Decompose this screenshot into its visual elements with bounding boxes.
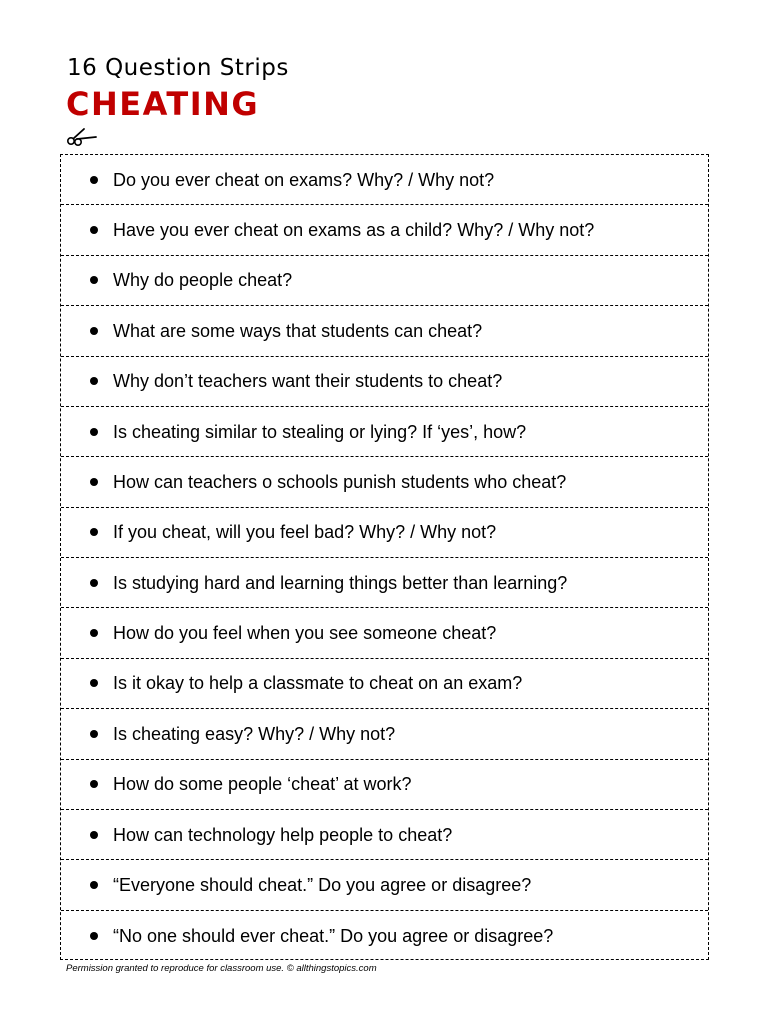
question-text: What are some ways that students can cheat? [113, 320, 483, 341]
bullet-icon [90, 629, 98, 637]
question-strip [61, 608, 708, 658]
question-strip [61, 357, 708, 407]
question-strip [61, 457, 708, 507]
question-text: Is cheating easy? Why? / Why not? [113, 723, 396, 744]
bullet-icon [90, 226, 98, 234]
question-strips [60, 154, 709, 960]
question-strip [61, 709, 708, 759]
question-strip [61, 407, 708, 457]
question-text: “Everyone should cheat.” Do you agree or disagree? [113, 874, 532, 895]
question-text: Is studying hard and learning things better than learning? [113, 572, 568, 593]
worksheet-subtitle: 16 Question Strips [67, 55, 289, 81]
question-strip [61, 760, 708, 810]
bullet-icon [90, 881, 98, 889]
question-strip [61, 205, 708, 255]
bullet-icon [90, 478, 98, 486]
question-strip [61, 155, 708, 205]
worksheet-title: CHEATING [66, 85, 260, 123]
question-text: How can technology help people to cheat? [113, 824, 453, 845]
question-text: Is cheating similar to stealing or lying? If ‘yes’, how? [113, 421, 527, 442]
bullet-icon [90, 327, 98, 335]
bullet-icon [90, 528, 98, 536]
question-strip [61, 659, 708, 709]
question-strip [61, 508, 708, 558]
bullet-icon [90, 932, 98, 940]
bullet-icon [90, 780, 98, 788]
question-text: Is it okay to help a classmate to cheat on an exam? [113, 673, 523, 694]
question-strip [61, 256, 708, 306]
question-text: Why don’t teachers want their students to cheat? [113, 371, 503, 392]
question-strip [61, 911, 708, 961]
permission-footer: Permission granted to reproduce for classroom use. © allthingstopics.com [66, 963, 377, 974]
question-text: Why do people cheat? [113, 270, 293, 291]
bullet-icon [90, 831, 98, 839]
bullet-icon [90, 730, 98, 738]
question-strip [61, 558, 708, 608]
question-text: How do some people ‘cheat’ at work? [113, 774, 412, 795]
bullet-icon [90, 679, 98, 687]
bullet-icon [90, 276, 98, 284]
question-strip [61, 306, 708, 356]
bullet-icon [90, 428, 98, 436]
question-text: Do you ever cheat on exams? Why? / Why not? [113, 169, 495, 190]
question-text: How can teachers o schools punish students who cheat? [113, 471, 567, 492]
scissors-icon [66, 125, 100, 147]
question-text: “No one should ever cheat.” Do you agree or disagree? [113, 925, 554, 946]
question-text: How do you feel when you see someone cheat? [113, 623, 497, 644]
bullet-icon [90, 377, 98, 385]
bullet-icon [90, 579, 98, 587]
question-text: If you cheat, will you feel bad? Why? / Why not? [113, 522, 497, 543]
question-text: Have you ever cheat on exams as a child? Why? / Why not? [113, 220, 595, 241]
bullet-icon [90, 176, 98, 184]
question-strip [61, 810, 708, 860]
question-strip [61, 860, 708, 910]
